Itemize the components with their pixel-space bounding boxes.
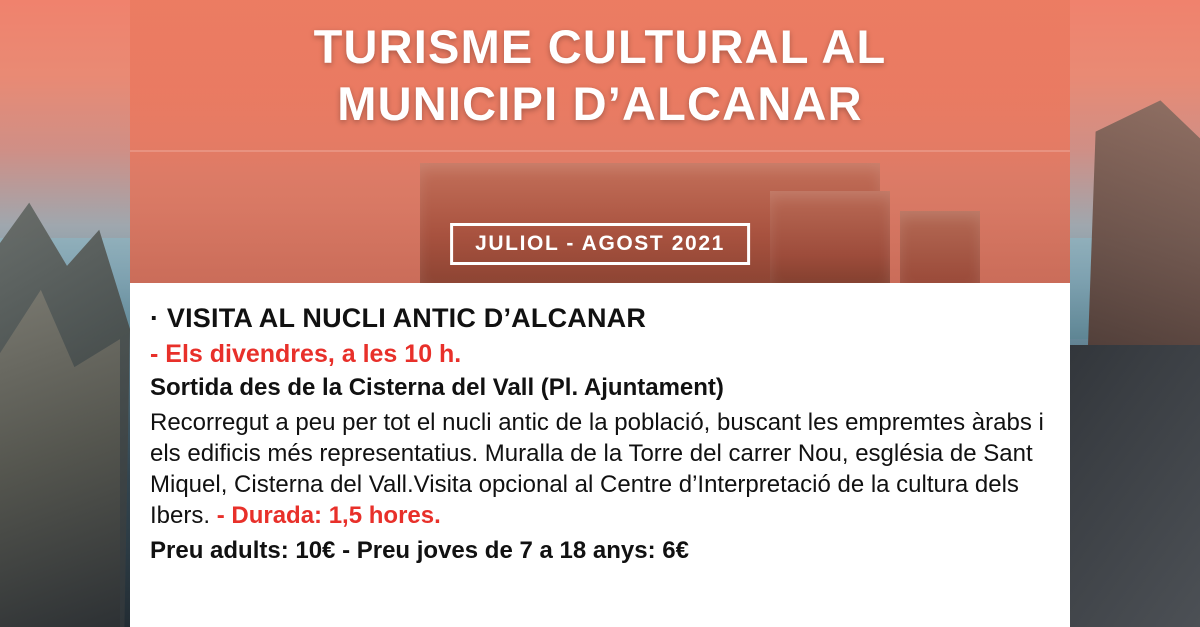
poster-title-line-2: MUNICIPI D’ALCANAR	[337, 77, 863, 131]
poster-title	[130, 18, 1070, 133]
ruin-block-secondary-icon	[770, 191, 890, 283]
activity-title: · VISITA AL NUCLI ANTIC D’ALCANAR	[150, 303, 647, 333]
horizon-line	[130, 150, 1070, 152]
date-badge: JULIOL - AGOST 2021	[450, 223, 750, 265]
poster-title-line-1: TURISME CULTURAL AL	[313, 20, 887, 73]
header-banner	[130, 0, 1070, 283]
meeting-point: Sortida des de la Cisterna del Vall (Pl. Ajuntament)	[150, 373, 724, 401]
activity-schedule: - Els divendres, a les 10 h.	[150, 340, 462, 369]
content-card	[130, 283, 1070, 627]
activity-description-text: Recorregut a peu per tot el nucli antic de la població, buscant les empremtes àrabs i els edificis més representatius. Muralla de la Torre del carrer Nou, església de Sant Miquel, Cisterna del Vall.Visita opcional al Centre d’Interpretació de la cultura dels Ibers.	[150, 408, 1044, 530]
activity-description	[150, 407, 1050, 532]
ruin-block-tertiary-icon	[900, 211, 980, 283]
activity-prices: Preu adults: 10€ - Preu joves de 7 a 18 anys: 6€	[150, 537, 689, 565]
activity-duration: - Durada: 1,5 hores.	[216, 502, 441, 530]
